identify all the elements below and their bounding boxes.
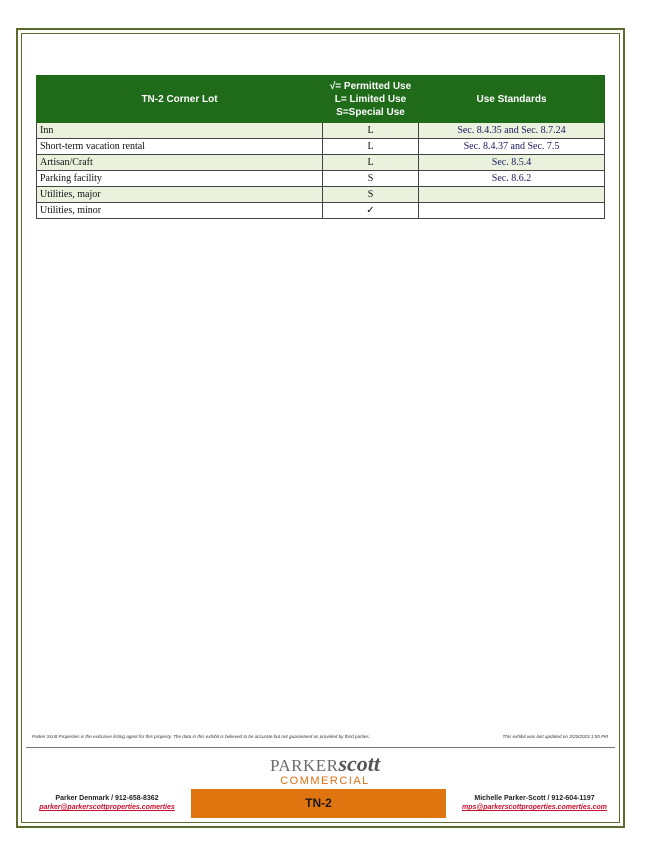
- use-code: L: [323, 139, 419, 155]
- contact-left: [32, 795, 182, 811]
- use-name: Parking facility: [37, 171, 323, 187]
- use-table: [36, 75, 605, 219]
- use-standards: Sec. 8.5.4: [419, 155, 605, 171]
- contact-right: [452, 795, 617, 811]
- zone-banner: TN-2: [191, 789, 446, 818]
- use-standards: [419, 203, 605, 219]
- header-use-legend: [323, 76, 419, 123]
- use-code: L: [323, 123, 419, 139]
- contact-left-name: Parker Denmark / 912-658-8362: [55, 795, 159, 802]
- logo-parker-text: PARKER: [269, 756, 339, 775]
- contact-left-email-link[interactable]: parker@parkerscottproperties.comerties: [39, 804, 175, 811]
- table-header-row: [37, 76, 605, 123]
- use-code: ✓: [323, 203, 419, 219]
- use-code: S: [323, 187, 419, 203]
- legend-permitted: √= Permitted Use: [329, 80, 412, 92]
- table-row: [37, 171, 605, 187]
- use-standards: Sec. 8.4.35 and Sec. 8.7.24: [419, 123, 605, 139]
- use-code: S: [323, 171, 419, 187]
- use-standards: [419, 187, 605, 203]
- header-use-standards: Use Standards: [419, 76, 605, 123]
- table-row: [37, 123, 605, 139]
- logo-scott-text: scott: [338, 751, 381, 776]
- table-row: [37, 203, 605, 219]
- table-row: [37, 139, 605, 155]
- use-name: Short-term vacation rental: [37, 139, 323, 155]
- header-lot-type: TN-2 Corner Lot: [37, 76, 323, 123]
- table-row: [37, 187, 605, 203]
- use-name: Utilities, major: [37, 187, 323, 203]
- footer-divider: [26, 747, 615, 748]
- use-code: L: [323, 155, 419, 171]
- legend-special: S=Special Use: [336, 106, 405, 118]
- table-row: [37, 155, 605, 171]
- use-name: Inn: [37, 123, 323, 139]
- logo-commercial-text: COMMERCIAL: [280, 775, 370, 787]
- parkerscott-logo: [0, 751, 650, 787]
- disclaimer-text: Parker Scott Properties is the exclusive listing agent for this property. The data in this exhibit is believed to be accurate but not guaranteed as provided by third parties.: [32, 734, 370, 739]
- use-standards: Sec. 8.6.2: [419, 171, 605, 187]
- use-name: Utilities, minor: [37, 203, 323, 219]
- last-updated-text: This exhibit was last updated on 3/20/2023 1:55 PM: [502, 734, 608, 739]
- legend-limited: L= Limited Use: [334, 93, 407, 105]
- use-standards: Sec. 8.4.37 and Sec. 7.5: [419, 139, 605, 155]
- use-name: Artisan/Craft: [37, 155, 323, 171]
- contact-right-email-link[interactable]: mps@parkerscottproperties.comerties.com: [462, 804, 607, 811]
- contact-right-name: Michelle Parker-Scott / 912-604-1197: [474, 795, 595, 802]
